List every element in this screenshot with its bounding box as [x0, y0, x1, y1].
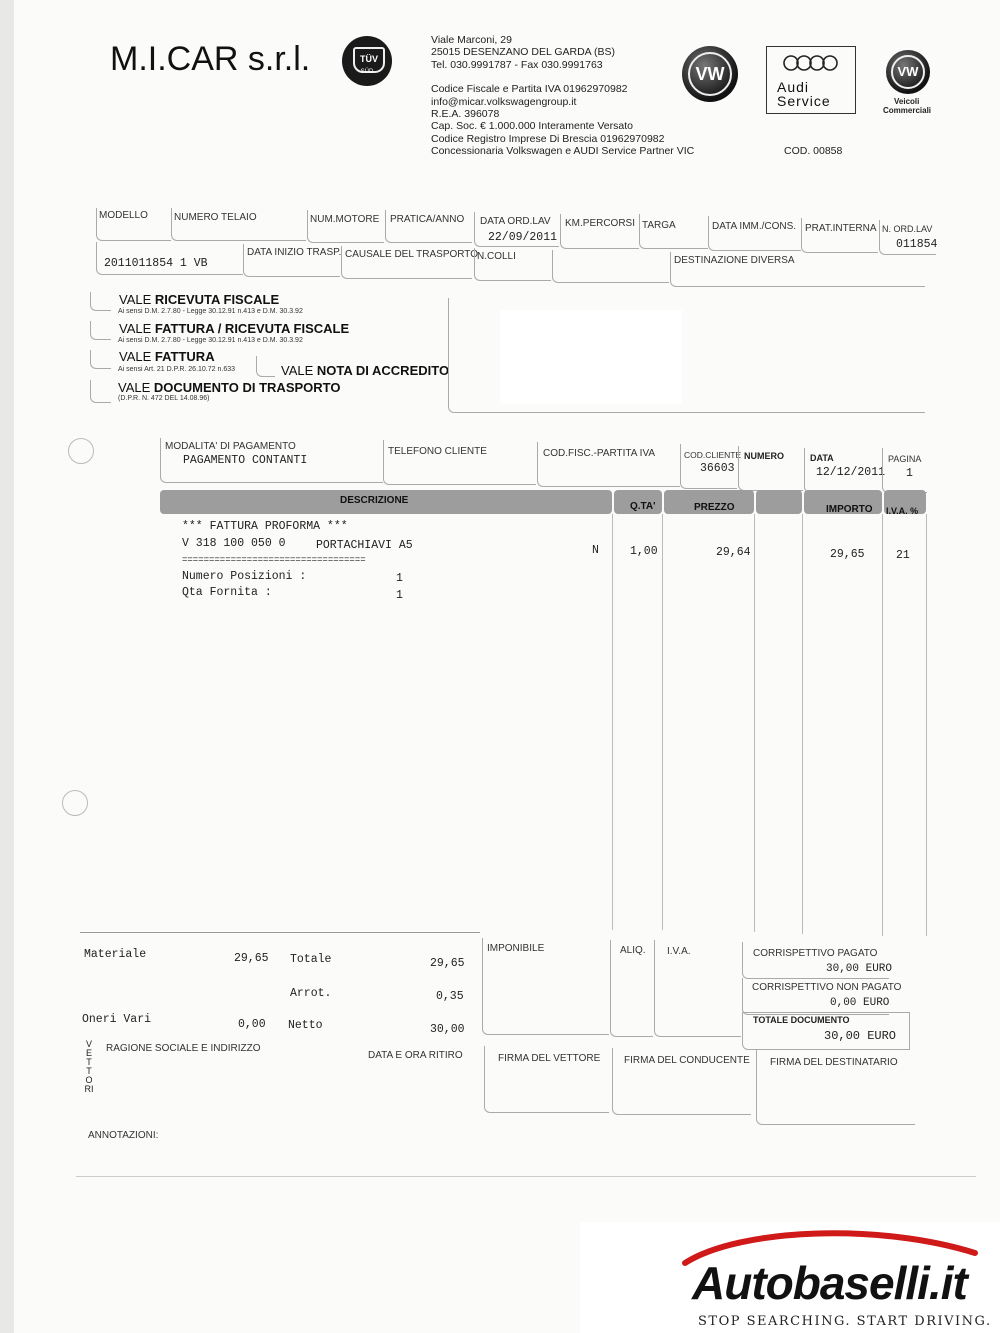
data-imm-label: DATA IMM./CONS.	[712, 221, 797, 232]
netto-value: 30,00	[430, 1023, 465, 1036]
n-ord-lav-value: 011854	[896, 238, 938, 251]
descrizione-header: DESCRIZIONE	[340, 495, 409, 506]
vw-logo-icon	[682, 46, 738, 102]
ragione-sociale-label: RAGIONE SOCIALE E INDIRIZZO	[106, 1043, 261, 1054]
item-description: PORTACHIAVI A5	[316, 539, 413, 552]
imponibile-label: IMPONIBILE	[487, 943, 545, 954]
prezzo-header: PREZZO	[694, 502, 735, 513]
corr-non-pagato-value: 0,00 EURO	[830, 997, 890, 1009]
punch-hole	[62, 790, 88, 816]
checkbox-ricevuta[interactable]	[90, 292, 111, 311]
totale-documento-label: TOTALE DOCUMENTO	[753, 1015, 850, 1025]
codfisc-label: COD.FISC.-PARTITA IVA	[543, 448, 656, 459]
checkbox-fattura[interactable]	[90, 350, 111, 369]
column-line	[926, 514, 927, 936]
checkbox-ddt[interactable]	[90, 380, 111, 403]
column-line	[882, 514, 883, 936]
punch-hole	[68, 438, 94, 464]
prat-interna-label: PRAT.INTERNA	[805, 223, 877, 234]
item-prezzo: 29,64	[716, 546, 751, 559]
data-value: 12/12/2011	[816, 466, 886, 479]
oneri-value: 0,00	[238, 1018, 266, 1031]
oneri-label: Oneri Vari	[82, 1013, 152, 1026]
summary-value: 1	[396, 572, 403, 585]
vw-commercial-logo-icon	[886, 50, 930, 94]
audi-text: Audi	[777, 79, 810, 95]
address-spacer	[431, 71, 694, 83]
vale-documento-trasporto: VALE DOCUMENTO DI TRASPORTO	[118, 380, 341, 395]
numero-label: NUMERO	[744, 451, 784, 461]
annotazioni-label: ANNOTAZIONI:	[88, 1130, 159, 1141]
n-colli-label: N.COLLI	[477, 251, 516, 262]
vwc-text-2: Commerciali	[883, 106, 932, 115]
watermark-brand: Autobaselli.it	[692, 1257, 967, 1309]
causale-trasporto-label: CAUSALE DEL TRASPORTO	[345, 249, 479, 260]
km-percorsi-label: KM.PERCORSI	[565, 218, 636, 229]
qta-header: Q.TA'	[630, 501, 656, 512]
pratica-anno-label: PRATICA/ANNO	[390, 214, 465, 225]
vale-ddt-note: (D.P.R. N. 472 DEL 14.08.96)	[118, 395, 210, 402]
vettori-vertical-label: VETTORI	[84, 1039, 94, 1094]
targa-label: TARGA	[642, 220, 676, 231]
vale-ricevuta-fiscale: VALE RICEVUTA FISCALE	[119, 292, 280, 307]
summary-label: Numero Posizioni :	[182, 570, 307, 583]
annotazioni-line	[76, 1176, 976, 1177]
address-line: Tel. 030.9991787 - Fax 030.9991763	[431, 58, 603, 71]
company-address-block	[431, 34, 694, 158]
vale-fattura-ricevuta: VALE FATTURA / RICEVUTA FISCALE	[119, 321, 350, 336]
corr-pagato-label: CORRISPETTIVO PAGATO	[753, 948, 878, 959]
tuv-sub-text: SÜD	[360, 69, 374, 75]
data-ora-ritiro-label: DATA E ORA RITIRO	[368, 1050, 463, 1061]
item-iva: 21	[896, 549, 910, 562]
address-line: Codice Fiscale e Partita IVA 01962970982	[431, 83, 628, 96]
redacted-recipient	[500, 310, 682, 404]
company-cod: COD. 00858	[784, 145, 843, 157]
column-line	[802, 514, 803, 934]
address-line: 25015 DESENZANO DEL GARDA (BS)	[431, 46, 616, 59]
aliq-label: ALIQ.	[620, 945, 646, 956]
service-text: Service	[777, 93, 831, 109]
column-line	[662, 514, 663, 930]
vale-fattura: VALE FATTURA	[119, 349, 215, 364]
address-line: Codice Registro Imprese Di Brescia 01962970982	[431, 132, 665, 145]
proforma-title: *** FATTURA PROFORMA ***	[182, 520, 348, 533]
checkbox-fattura-ricevuta[interactable]	[90, 321, 111, 340]
address-line: Cap. Soc. € 1.000.000 Interamente Versato	[431, 120, 633, 133]
data-label: DATA	[810, 453, 834, 463]
destinazione-diversa-label: DESTINAZIONE DIVERSA	[674, 255, 795, 266]
audi-service-logo	[766, 46, 856, 114]
cod-cliente-label: COD.CLIENTE	[684, 450, 742, 460]
numero-telaio-label: NUMERO TELAIO	[174, 212, 257, 223]
summary-value: 1	[396, 589, 403, 602]
checkbox-nota-accredito[interactable]	[256, 356, 275, 377]
num-motore-label: NUM.MOTORE	[310, 214, 380, 225]
item-flag: N	[592, 544, 599, 557]
n-ord-lav-label: N. ORD.LAV	[882, 224, 933, 234]
pagina-value: 1	[906, 467, 913, 480]
item-importo: 29,65	[830, 548, 865, 561]
totale-value: 29,65	[430, 957, 465, 970]
firma-destinatario-label: FIRMA DEL DESTINATARIO	[770, 1057, 898, 1068]
item-qta: 1,00	[630, 545, 658, 558]
watermark-panel	[580, 1222, 1000, 1333]
arrot-label: Arrot.	[290, 987, 332, 1000]
vwc-text-1: Veicoli	[894, 97, 920, 106]
data-ord-lav-label: DATA ORD.LAV	[480, 216, 551, 227]
materiale-value: 29,65	[234, 952, 269, 965]
data-inizio-trasp-label: DATA INIZIO TRASP.	[247, 247, 342, 258]
field-box	[552, 250, 669, 283]
address-line: Viale Marconi, 29	[431, 34, 512, 46]
modalita-pagamento-value: PAGAMENTO CONTANTI	[183, 454, 308, 467]
tuv-text: TÜV	[360, 54, 378, 64]
address-line: info@micar.volkswagengroup.it	[431, 95, 577, 108]
data-ord-lav-value: 22/09/2011	[488, 231, 558, 244]
iva-header: I.V.A. %	[886, 506, 919, 516]
item-code: V 318 100 050 0	[182, 537, 286, 550]
netto-label: Netto	[288, 1019, 323, 1032]
vale-nota-accredito: VALE NOTA DI ACCREDITO	[281, 363, 450, 378]
telefono-cliente-label: TELEFONO CLIENTE	[388, 446, 487, 457]
vw-logo-ring: VW	[688, 52, 732, 96]
totals-top-line	[80, 932, 480, 933]
address-line: R.E.A. 396078	[431, 108, 500, 121]
iva-label: I.V.A.	[667, 946, 691, 957]
company-name: M.I.CAR s.r.l.	[110, 40, 311, 78]
column-line	[612, 514, 613, 930]
firma-conducente-label: FIRMA DEL CONDUCENTE	[624, 1055, 750, 1066]
address-line: Concessionaria Volkswagen e AUDI Service Partner VIC	[431, 145, 695, 158]
summary-label: Qta Fornita :	[182, 586, 272, 599]
corr-pagato-value: 30,00 EURO	[826, 963, 893, 975]
tuv-badge	[342, 36, 392, 86]
vale-fattura-ricevuta-note: Ai sensi D.M. 2.7.80 - Legge 30.12.91 n.413 e D.M. 30.3.92	[118, 337, 303, 344]
vale-fattura-note: Ai sensi Art. 21 D.P.R. 26.10.72 n.633	[118, 366, 236, 373]
firma-vettore-label: FIRMA DEL VETTORE	[498, 1053, 601, 1064]
audi-rings-icon	[781, 53, 841, 73]
modello-label: MODELLO	[99, 210, 148, 221]
materiale-label: Materiale	[84, 948, 147, 961]
corr-non-pagato-label: CORRISPETTIVO NON PAGATO	[752, 982, 902, 993]
vwc-logo-ring: VW	[891, 55, 925, 89]
cod-cliente-value: 36603	[700, 462, 735, 475]
totale-documento-value: 30,00 EURO	[824, 1029, 897, 1043]
invoice-page	[14, 0, 1000, 1333]
pagina-label: PAGINA	[888, 454, 922, 464]
column-line	[754, 514, 755, 932]
modalita-pagamento-label: MODALITA' DI PAGAMENTO	[165, 441, 296, 452]
vale-ricevuta-note: Ai sensi D.M. 2.7.80 - Legge 30.12.91 n.413 e D.M. 30.3.92	[118, 308, 303, 315]
importo-header: IMPORTO	[826, 504, 873, 515]
watermark-tagline: STOP SEARCHING. START DRIVING.	[698, 1314, 992, 1329]
ref-value: 2011011854 1 VB	[104, 257, 208, 270]
arrot-value: 0,35	[436, 990, 464, 1003]
table-separator: ==================================	[182, 555, 366, 565]
blank-header-bg	[756, 490, 802, 514]
totale-label: Totale	[290, 953, 332, 966]
